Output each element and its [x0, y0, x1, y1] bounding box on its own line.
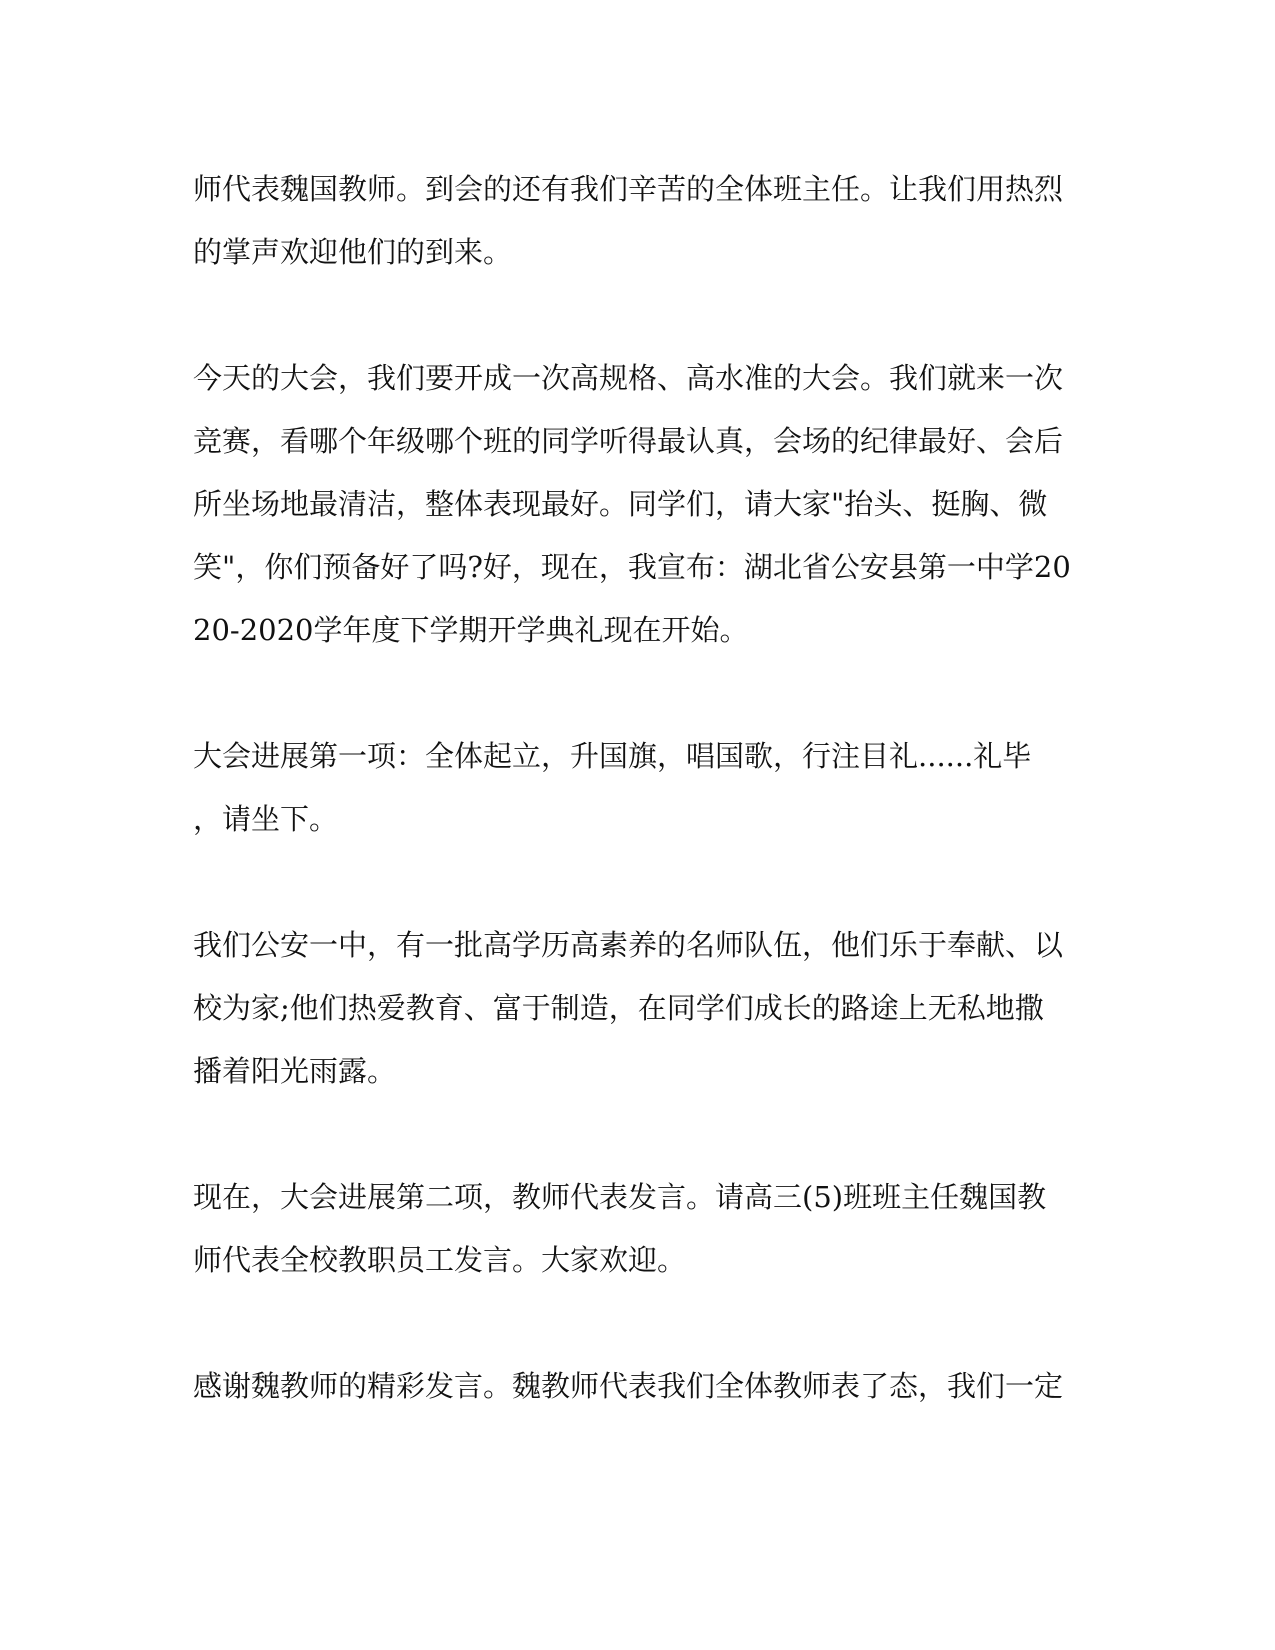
text-line: 笑"，你们预备好了吗?好，现在，我宣布：湖北省公安县第一中学20	[193, 550, 1071, 584]
text-line: 所坐场地最清洁，整体表现最好。同学们，请大家"抬头、挺胸、微	[193, 487, 1048, 521]
text-line: 竞赛，看哪个年级哪个班的同学听得最认真，会场的纪律最好、会后	[193, 424, 1064, 458]
document-body	[193, 158, 1083, 1481]
text-line: 我们公安一中，有一批高学历高素养的名师队伍，他们乐于奉献、以	[193, 928, 1064, 962]
paragraph-6	[193, 1355, 1083, 1418]
text-line: ，请坐下。	[193, 802, 339, 836]
text-line: 师代表魏国教师。到会的还有我们辛苦的全体班主任。让我们用热烈	[193, 172, 1064, 206]
paragraph-1	[193, 158, 1083, 284]
text-line: 的掌声欢迎他们的到来。	[193, 235, 513, 269]
paragraph-2	[193, 347, 1083, 662]
text-line: 感谢魏教师的精彩发言。魏教师代表我们全体教师表了态，我们一定	[193, 1369, 1064, 1403]
text-line: 现在，大会进展第二项，教师代表发言。请高三(5)班班主任魏国教	[193, 1180, 1047, 1214]
paragraph-5	[193, 1166, 1083, 1292]
text-line: 校为家;他们热爱教育、富于制造，在同学们成长的路途上无私地撒	[193, 991, 1044, 1025]
paragraph-4	[193, 914, 1083, 1103]
paragraph-3	[193, 725, 1083, 851]
text-line: 师代表全校教职员工发言。大家欢迎。	[193, 1243, 687, 1277]
text-line: 20-2020学年度下学期开学典礼现在开始。	[193, 613, 749, 647]
text-line: 今天的大会，我们要开成一次高规格、高水准的大会。我们就来一次	[193, 361, 1064, 395]
text-line: 播着阳光雨露。	[193, 1054, 397, 1088]
text-line: 大会进展第一项：全体起立，升国旗，唱国歌，行注目礼......礼毕	[193, 739, 1032, 773]
